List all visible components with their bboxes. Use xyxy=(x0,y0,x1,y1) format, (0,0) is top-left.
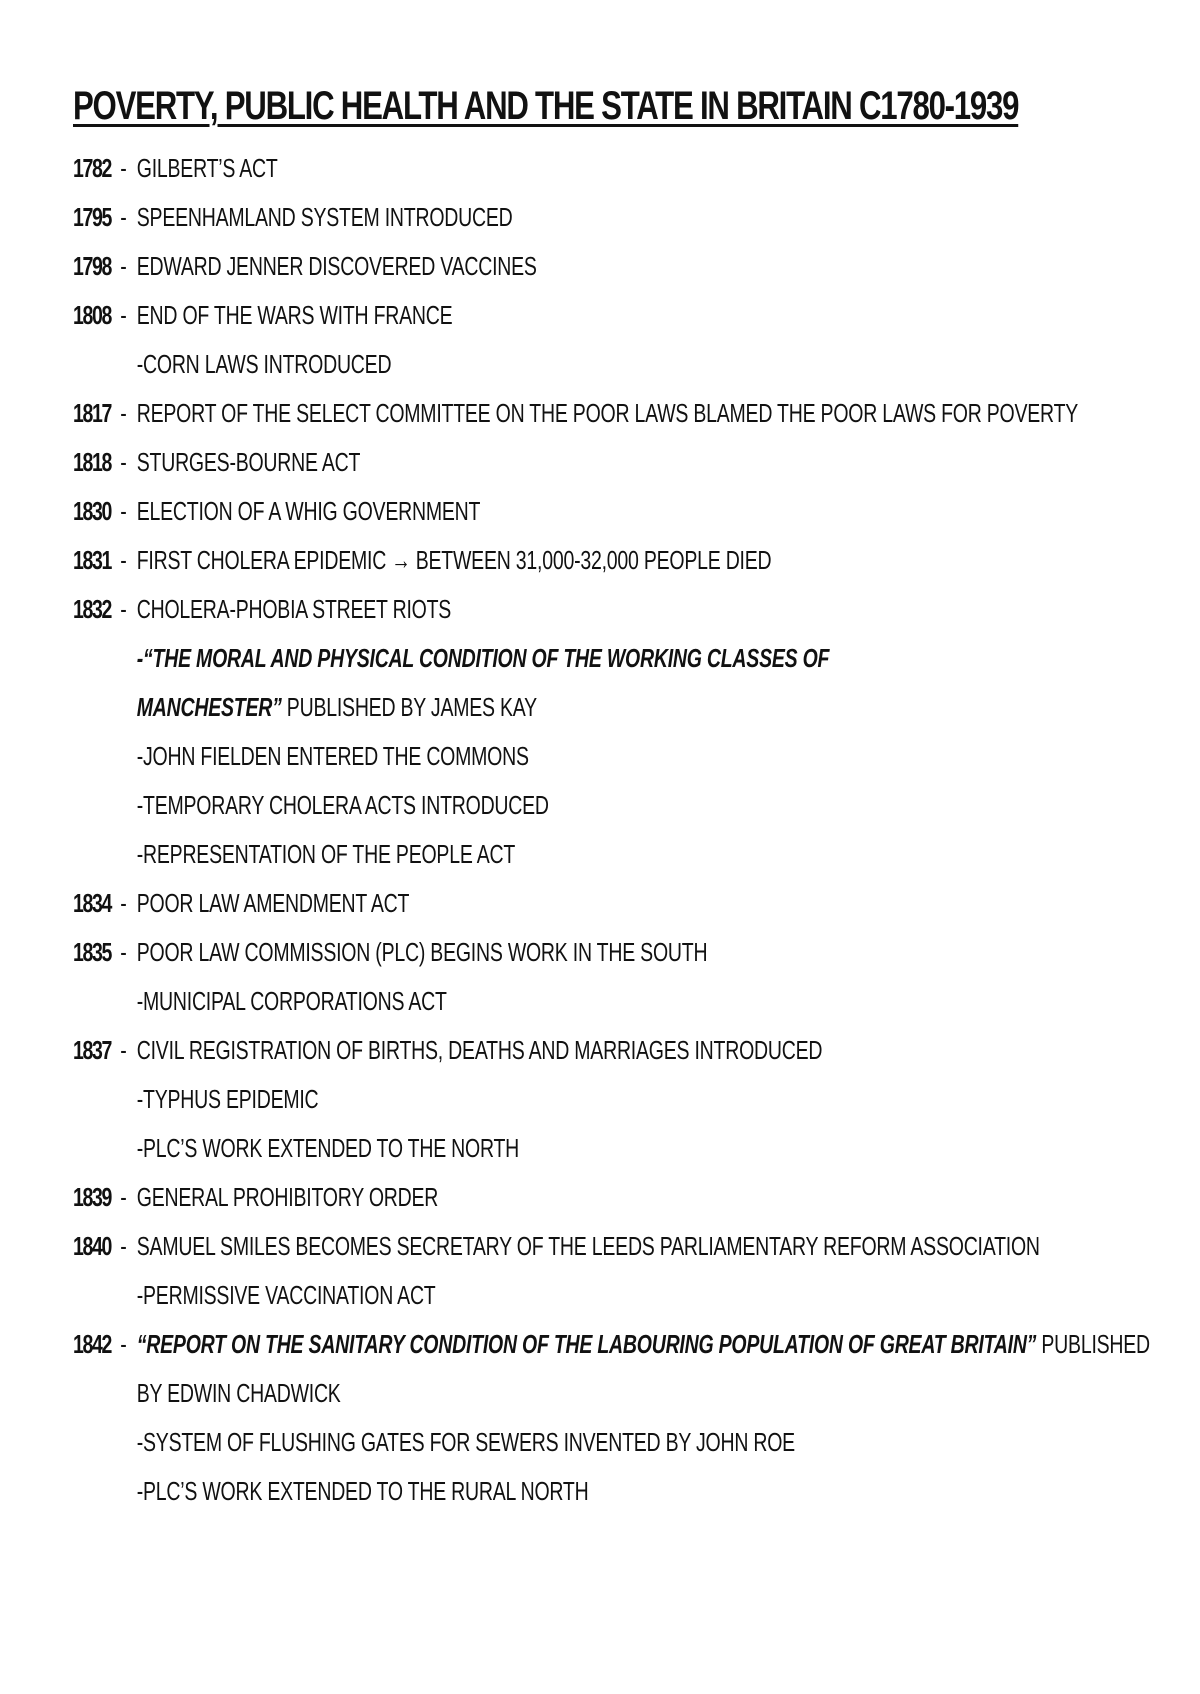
entry-year: 1831 xyxy=(73,545,111,575)
entry-text: EDWARD JENNER DISCOVERED VACCINES xyxy=(136,251,537,281)
entry-text: END OF THE WARS WITH FRANCE xyxy=(136,300,453,330)
entry-year: 1842 xyxy=(73,1329,111,1359)
entry-year: 1782 xyxy=(73,153,111,183)
entry-year: 1837 xyxy=(73,1035,111,1065)
entry-text: GILBERT’S ACT xyxy=(136,153,278,183)
timeline-list xyxy=(73,148,1200,1520)
entry-separator: - xyxy=(120,545,127,575)
timeline-entry xyxy=(73,246,1150,295)
entry-separator: - xyxy=(120,1231,127,1261)
timeline-entry xyxy=(73,393,1150,442)
timeline-entry xyxy=(73,1030,1150,1079)
continuation-text: -JOHN FIELDEN ENTERED THE COMMONS xyxy=(136,741,529,771)
entry-text: SPEENHAMLAND SYSTEM INTRODUCED xyxy=(136,202,513,232)
entry-text: REPORT OF THE SELECT COMMITTEE ON THE POOR LAWS BLAMED THE POOR LAWS FOR POVERTY xyxy=(136,398,1079,428)
entry-text: CIVIL REGISTRATION OF BIRTHS, DEATHS AND MARRIAGES INTRODUCED xyxy=(136,1035,823,1065)
document-title: POVERTY, PUBLIC HEALTH AND THE STATE IN BRITAIN C1780-1939 xyxy=(73,84,1019,128)
entry-year: 1798 xyxy=(73,251,111,281)
entry-year: 1832 xyxy=(73,594,111,624)
continuation-text: -PLC’S WORK EXTENDED TO THE RURAL NORTH xyxy=(136,1476,589,1506)
entry-year: 1839 xyxy=(73,1182,111,1212)
continuation-text: -PLC’S WORK EXTENDED TO THE NORTH xyxy=(136,1133,520,1163)
publication-title: -“THE MORAL AND PHYSICAL CONDITION OF THE WORKING CLASSES OF xyxy=(136,643,830,673)
timeline-continuation xyxy=(73,1373,1150,1422)
continuation-text: BY EDWIN CHADWICK xyxy=(136,1378,341,1408)
timeline-continuation xyxy=(73,1471,1150,1520)
timeline-continuation xyxy=(73,638,1150,687)
entry-separator: - xyxy=(120,447,127,477)
timeline-entry xyxy=(73,442,1150,491)
entry-separator: - xyxy=(120,202,127,232)
entry-separator: - xyxy=(120,1182,127,1212)
entry-year: 1795 xyxy=(73,202,111,232)
entry-year: 1817 xyxy=(73,398,111,428)
timeline-entry xyxy=(73,932,1150,981)
timeline-entry xyxy=(73,1324,1150,1373)
timeline-continuation xyxy=(73,687,1150,736)
entry-year: 1818 xyxy=(73,447,111,477)
entry-text: POOR LAW COMMISSION (PLC) BEGINS WORK IN THE SOUTH xyxy=(136,937,708,967)
continuation-text: -CORN LAWS INTRODUCED xyxy=(136,349,392,379)
entry-separator: - xyxy=(120,1035,127,1065)
continuation-text: -MUNICIPAL CORPORATIONS ACT xyxy=(136,986,447,1016)
continuation-text: -TYPHUS EPIDEMIC xyxy=(136,1084,319,1114)
timeline-entry xyxy=(73,540,1150,589)
timeline-continuation xyxy=(73,344,1150,393)
entry-year: 1835 xyxy=(73,937,111,967)
timeline-entry xyxy=(73,1226,1150,1275)
timeline-continuation xyxy=(73,785,1150,834)
timeline-continuation xyxy=(73,834,1150,883)
timeline-continuation xyxy=(73,981,1150,1030)
continuation-text: -REPRESENTATION OF THE PEOPLE ACT xyxy=(136,839,516,869)
entry-separator: - xyxy=(120,251,127,281)
entry-text: POOR LAW AMENDMENT ACT xyxy=(136,888,410,918)
timeline-entry xyxy=(73,589,1150,638)
entry-text: GENERAL PROHIBITORY ORDER xyxy=(136,1182,439,1212)
continuation-text: -SYSTEM OF FLUSHING GATES FOR SEWERS INVENTED BY JOHN ROE xyxy=(136,1427,795,1457)
entry-separator: - xyxy=(120,594,127,624)
continuation-text: -PERMISSIVE VACCINATION ACT xyxy=(136,1280,436,1310)
timeline-continuation xyxy=(73,1128,1150,1177)
entry-separator: - xyxy=(120,398,127,428)
timeline-entry xyxy=(73,197,1150,246)
entry-text: ELECTION OF A WHIG GOVERNMENT xyxy=(136,496,481,526)
publication-title: MANCHESTER” xyxy=(136,692,282,722)
entry-year: 1830 xyxy=(73,496,111,526)
timeline-continuation xyxy=(73,1275,1150,1324)
entry-year: 1840 xyxy=(73,1231,111,1261)
continuation-text: PUBLISHED BY JAMES KAY xyxy=(281,692,537,722)
timeline-entry xyxy=(73,883,1150,932)
timeline-entry xyxy=(73,1177,1150,1226)
entry-separator: - xyxy=(120,153,127,183)
entry-separator: - xyxy=(120,888,127,918)
entry-separator: - xyxy=(120,937,127,967)
entry-separator: - xyxy=(120,1329,127,1359)
continuation-text: -TEMPORARY CHOLERA ACTS INTRODUCED xyxy=(136,790,549,820)
entry-text: PUBLISHED xyxy=(1036,1329,1150,1359)
entry-year: 1834 xyxy=(73,888,111,918)
entry-text: SAMUEL SMILES BECOMES SECRETARY OF THE LEEDS PARLIAMENTARY REFORM ASSOCIATION xyxy=(136,1231,1040,1261)
entry-text: STURGES-BOURNE ACT xyxy=(136,447,361,477)
timeline-entry xyxy=(73,295,1150,344)
entry-text: CHOLERA-PHOBIA STREET RIOTS xyxy=(136,594,452,624)
timeline-continuation xyxy=(73,1422,1150,1471)
entry-year: 1808 xyxy=(73,300,111,330)
timeline-entry xyxy=(73,148,1150,197)
entry-text: FIRST CHOLERA EPIDEMIC → BETWEEN 31,000-32,000 PEOPLE DIED xyxy=(136,545,772,575)
entry-separator: - xyxy=(120,300,127,330)
timeline-continuation xyxy=(73,1079,1150,1128)
timeline-entry xyxy=(73,491,1150,540)
publication-title: “REPORT ON THE SANITARY CONDITION OF THE LABOURING POPULATION OF GREAT BRITAIN” xyxy=(136,1329,1037,1359)
timeline-continuation xyxy=(73,736,1150,785)
entry-separator: - xyxy=(120,496,127,526)
